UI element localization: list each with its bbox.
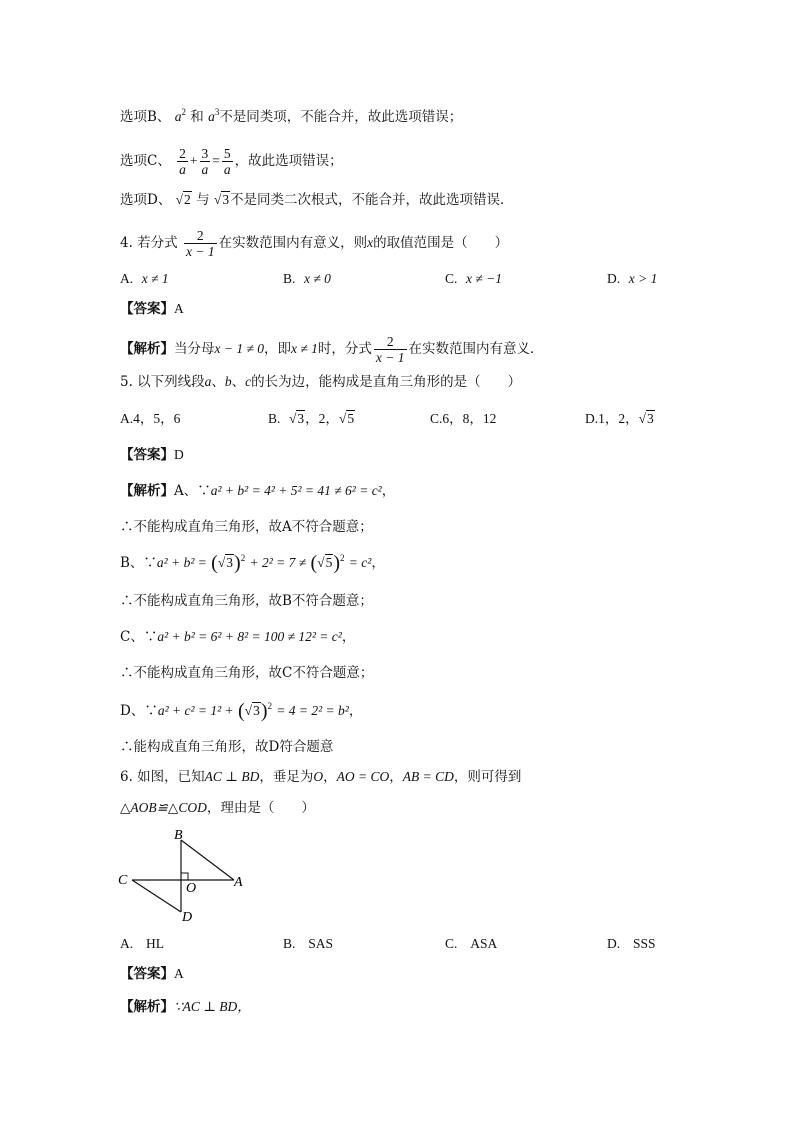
label-d: D xyxy=(182,910,193,922)
option-text: SSS xyxy=(633,936,656,951)
analysis-text: 在实数范围内有意义． xyxy=(408,341,544,357)
math-expression: x − 1 ≠ 0 xyxy=(214,341,265,356)
geometry-figure xyxy=(112,826,252,922)
math-expression: = c² xyxy=(348,555,372,570)
question-5-stem xyxy=(120,372,521,392)
option-c-explanation: 选项C、 $\frac{2}{a}$ + $\frac{3}{a}$ = $\frac{5}{a}$ ，故此选项错误； xyxy=(120,146,343,177)
option-d-label: 选项D、 xyxy=(120,192,172,208)
q4-analysis xyxy=(120,334,544,365)
q5-analysis-b: B、∵a² + $b^2 = (√3)^2 + 2^2 = 7 \ne (√5)^2 = c^2$， xyxy=(120,552,385,574)
separator: 、 xyxy=(231,374,246,390)
analysis-text: 时，分式 xyxy=(317,341,372,357)
option-letter: D. xyxy=(607,271,621,286)
option-text: x ≠ −1 xyxy=(465,271,502,286)
option-text: HL xyxy=(146,936,164,951)
analysis-label: 【解析】 xyxy=(120,999,174,1015)
conclusion-text: ∴不能构成直角三角形，故B不符合题意； xyxy=(120,593,373,609)
radicand: 3 xyxy=(226,555,234,570)
analysis-text: B、∵ xyxy=(120,555,157,571)
q5-option-c xyxy=(430,409,496,429)
radicand: 5 xyxy=(325,555,333,570)
option-letter: C. xyxy=(445,271,458,286)
analysis-label: 【解析】 xyxy=(120,483,174,499)
conclusion-text: ∴能构成直角三角形，故D符合题意 xyxy=(120,739,334,755)
numerator: 2 xyxy=(374,334,407,350)
option-text: x ≠ 1 xyxy=(141,271,169,286)
separator: 、 xyxy=(211,374,225,390)
q6-option-d xyxy=(607,934,656,954)
radicand: 3 xyxy=(222,192,230,207)
radicand: 3 xyxy=(297,411,305,426)
denominator: a xyxy=(201,162,209,177)
math-a: a xyxy=(174,109,182,124)
analysis-text: D、∵ xyxy=(120,703,158,719)
square-root: √3 xyxy=(638,411,654,426)
stem-text: ，则可得到 xyxy=(453,769,522,785)
square-root: √5 xyxy=(338,411,355,426)
label-c: C xyxy=(118,873,128,888)
option-c-label: 选项C、 xyxy=(120,153,171,169)
option-letter: B. xyxy=(283,271,296,286)
analysis-text: 当分母 xyxy=(174,341,215,357)
stem-text: 的取值范围是（ ） xyxy=(373,235,509,251)
option-text: 6，8，12 xyxy=(442,411,497,426)
option-letter: C. xyxy=(445,936,458,951)
stem-text: ， xyxy=(323,769,337,785)
radicand: 3 xyxy=(253,703,260,718)
analysis-text: A、∵ xyxy=(174,483,211,499)
q6-option-a xyxy=(120,934,164,954)
option-text: 1，2， xyxy=(598,411,639,426)
radicand: 3 xyxy=(647,411,654,426)
math-x: x xyxy=(367,235,374,250)
answer-value: D xyxy=(174,447,184,462)
math-expression: + 2² = 7 ≠ xyxy=(249,555,307,570)
explanation-text: 不是同类项，不能合并，故此选项错误； xyxy=(219,109,463,125)
numerator: 3 xyxy=(201,146,209,161)
q6-analysis xyxy=(120,997,251,1017)
fraction xyxy=(222,146,233,177)
connector-text: 与 xyxy=(196,192,210,208)
math-expression: a² + b² = xyxy=(156,555,207,570)
exponent: 2 xyxy=(181,107,186,117)
denominator: a xyxy=(223,162,231,177)
math-a: a xyxy=(204,374,212,389)
fraction xyxy=(177,146,188,177)
radicand: 5 xyxy=(347,411,355,426)
question-6-stem-cont xyxy=(120,798,315,818)
square-root: √3 xyxy=(213,192,230,207)
conclusion-text: ∴不能构成直角三角形，故C不符合题意； xyxy=(120,665,374,681)
option-letter: A. xyxy=(120,936,134,951)
answer-value: A xyxy=(174,966,184,981)
q5-conclusion-b xyxy=(120,591,373,611)
denominator: x − 1 xyxy=(375,350,405,365)
option-d-explanation xyxy=(120,190,514,210)
option-letter: A. xyxy=(120,271,134,286)
option-text: x > 1 xyxy=(628,271,658,286)
option-letter: C. xyxy=(430,411,443,426)
q6-option-b xyxy=(283,934,333,954)
q5-conclusion-c xyxy=(120,663,373,683)
analysis-label: 【解析】 xyxy=(120,341,174,357)
q5-analysis-d: D、∵a² + $c^2 = 1^2 + (√3)^2 = 4 = 2^2 = b^2$， xyxy=(120,700,363,722)
q4-option-b xyxy=(283,269,331,289)
math-expression: a² + c² = 1² + xyxy=(157,703,234,718)
math-o: O xyxy=(313,769,324,784)
math-expression: AB = CD xyxy=(402,769,454,784)
question-number: 4. 若分式 xyxy=(120,235,178,251)
square-root: √3 xyxy=(244,703,260,718)
radicand: 2 xyxy=(184,192,191,207)
numerator: 5 xyxy=(223,146,231,161)
label-o: O xyxy=(186,881,197,896)
square-root: √2 xyxy=(175,192,191,207)
numerator: 2 xyxy=(184,228,217,244)
q6-option-c xyxy=(445,934,497,954)
q5-analysis-c: C、∵a² + b² = 6² + 8² = 100 ≠ 12² = c²， xyxy=(120,629,356,645)
exponent: 3 xyxy=(214,107,220,117)
segment-cd xyxy=(132,880,181,912)
answer-label: 【答案】 xyxy=(120,447,174,463)
fraction xyxy=(374,334,407,365)
math-b: b xyxy=(224,374,232,389)
stem-text: ，理由是（ ） xyxy=(206,800,315,816)
question-4-stem xyxy=(120,228,508,259)
answer-label: 【答案】 xyxy=(120,301,174,317)
q5-conclusion-d xyxy=(120,737,333,757)
option-text: SAS xyxy=(308,936,334,951)
option-letter: B. xyxy=(283,936,296,951)
option-letter: A. xyxy=(120,411,134,426)
math-expression: a² + b² = 6² + 8² = 100 ≠ 12² = c² xyxy=(157,629,342,644)
math-expression: △AOB≌△COD xyxy=(120,800,207,815)
option-text: ，2， xyxy=(305,411,339,426)
denominator: a xyxy=(179,162,186,177)
option-b-explanation xyxy=(120,107,462,127)
question-6-stem xyxy=(120,767,521,787)
question-number: 5. 以下列线段 xyxy=(120,374,205,390)
fraction xyxy=(200,146,211,177)
segment-ab xyxy=(181,840,234,880)
square-root: √3 xyxy=(288,411,305,426)
q5-option-d xyxy=(585,409,655,429)
math-expression: x ≠ 1 xyxy=(291,341,318,356)
math-expression: AC ⊥ BD xyxy=(204,769,260,784)
q5-option-a xyxy=(120,409,180,429)
conclusion-text: ∴不能构成直角三角形，故A不符合题意； xyxy=(120,519,373,535)
stem-text: ，垂足为 xyxy=(259,769,314,785)
stem-text: 的长为边，能构成是直角三角形的是（ ） xyxy=(251,374,522,390)
q4-option-a xyxy=(120,269,169,289)
option-b-label: 选项B、 xyxy=(120,109,171,125)
right-angle-mark xyxy=(181,873,188,880)
question-number: 6. 如图，已知 xyxy=(120,769,205,785)
math-expression: a² + b² = 4² + 5² = 41 ≠ 6² = c² xyxy=(210,483,382,498)
option-letter: B. xyxy=(268,411,281,426)
q4-answer xyxy=(120,299,184,319)
q6-answer xyxy=(120,964,184,984)
math-expression: AO = CO xyxy=(336,769,390,784)
fraction xyxy=(184,228,217,259)
connector-text: 和 xyxy=(190,109,204,125)
square-root: √3 xyxy=(217,555,234,570)
option-text: x ≠ 0 xyxy=(303,271,331,286)
q4-option-c xyxy=(445,269,502,289)
explanation-text: 不是同类二次根式，不能合并，故此选项错误． xyxy=(230,192,514,208)
square-root: √5 xyxy=(317,555,333,570)
label-b: B xyxy=(174,828,183,843)
stem-text: ， xyxy=(389,769,403,785)
math-expression: = 4 = 2² = b² xyxy=(276,703,349,718)
explanation-text: ，故此选项错误； xyxy=(234,153,343,169)
label-a: A xyxy=(234,875,243,890)
analysis-text: ，即 xyxy=(264,341,292,357)
answer-value: A xyxy=(174,301,184,316)
option-letter: D. xyxy=(585,411,599,426)
numerator: 2 xyxy=(179,146,186,161)
answer-label: 【答案】 xyxy=(120,966,174,982)
q5-option-b xyxy=(268,409,355,429)
option-text: 4，5，6 xyxy=(133,411,181,426)
math-c: c xyxy=(245,374,252,389)
math-expression: ∵AC ⊥ BD， xyxy=(174,999,251,1014)
stem-text: 在实数范围内有意义，则 xyxy=(218,235,368,251)
analysis-text: C、∵ xyxy=(120,629,158,645)
option-letter: D. xyxy=(607,936,621,951)
denominator: x − 1 xyxy=(185,244,215,259)
q5-conclusion-a xyxy=(120,517,373,537)
q5-answer xyxy=(120,445,184,465)
option-text: ASA xyxy=(470,936,498,951)
q4-option-d xyxy=(607,269,657,289)
q5-analysis-a: 【解析】A、∵a² + b² = 4² + 5² = 41 ≠ 6² = c²， xyxy=(120,483,396,499)
math-a: a xyxy=(208,109,215,124)
